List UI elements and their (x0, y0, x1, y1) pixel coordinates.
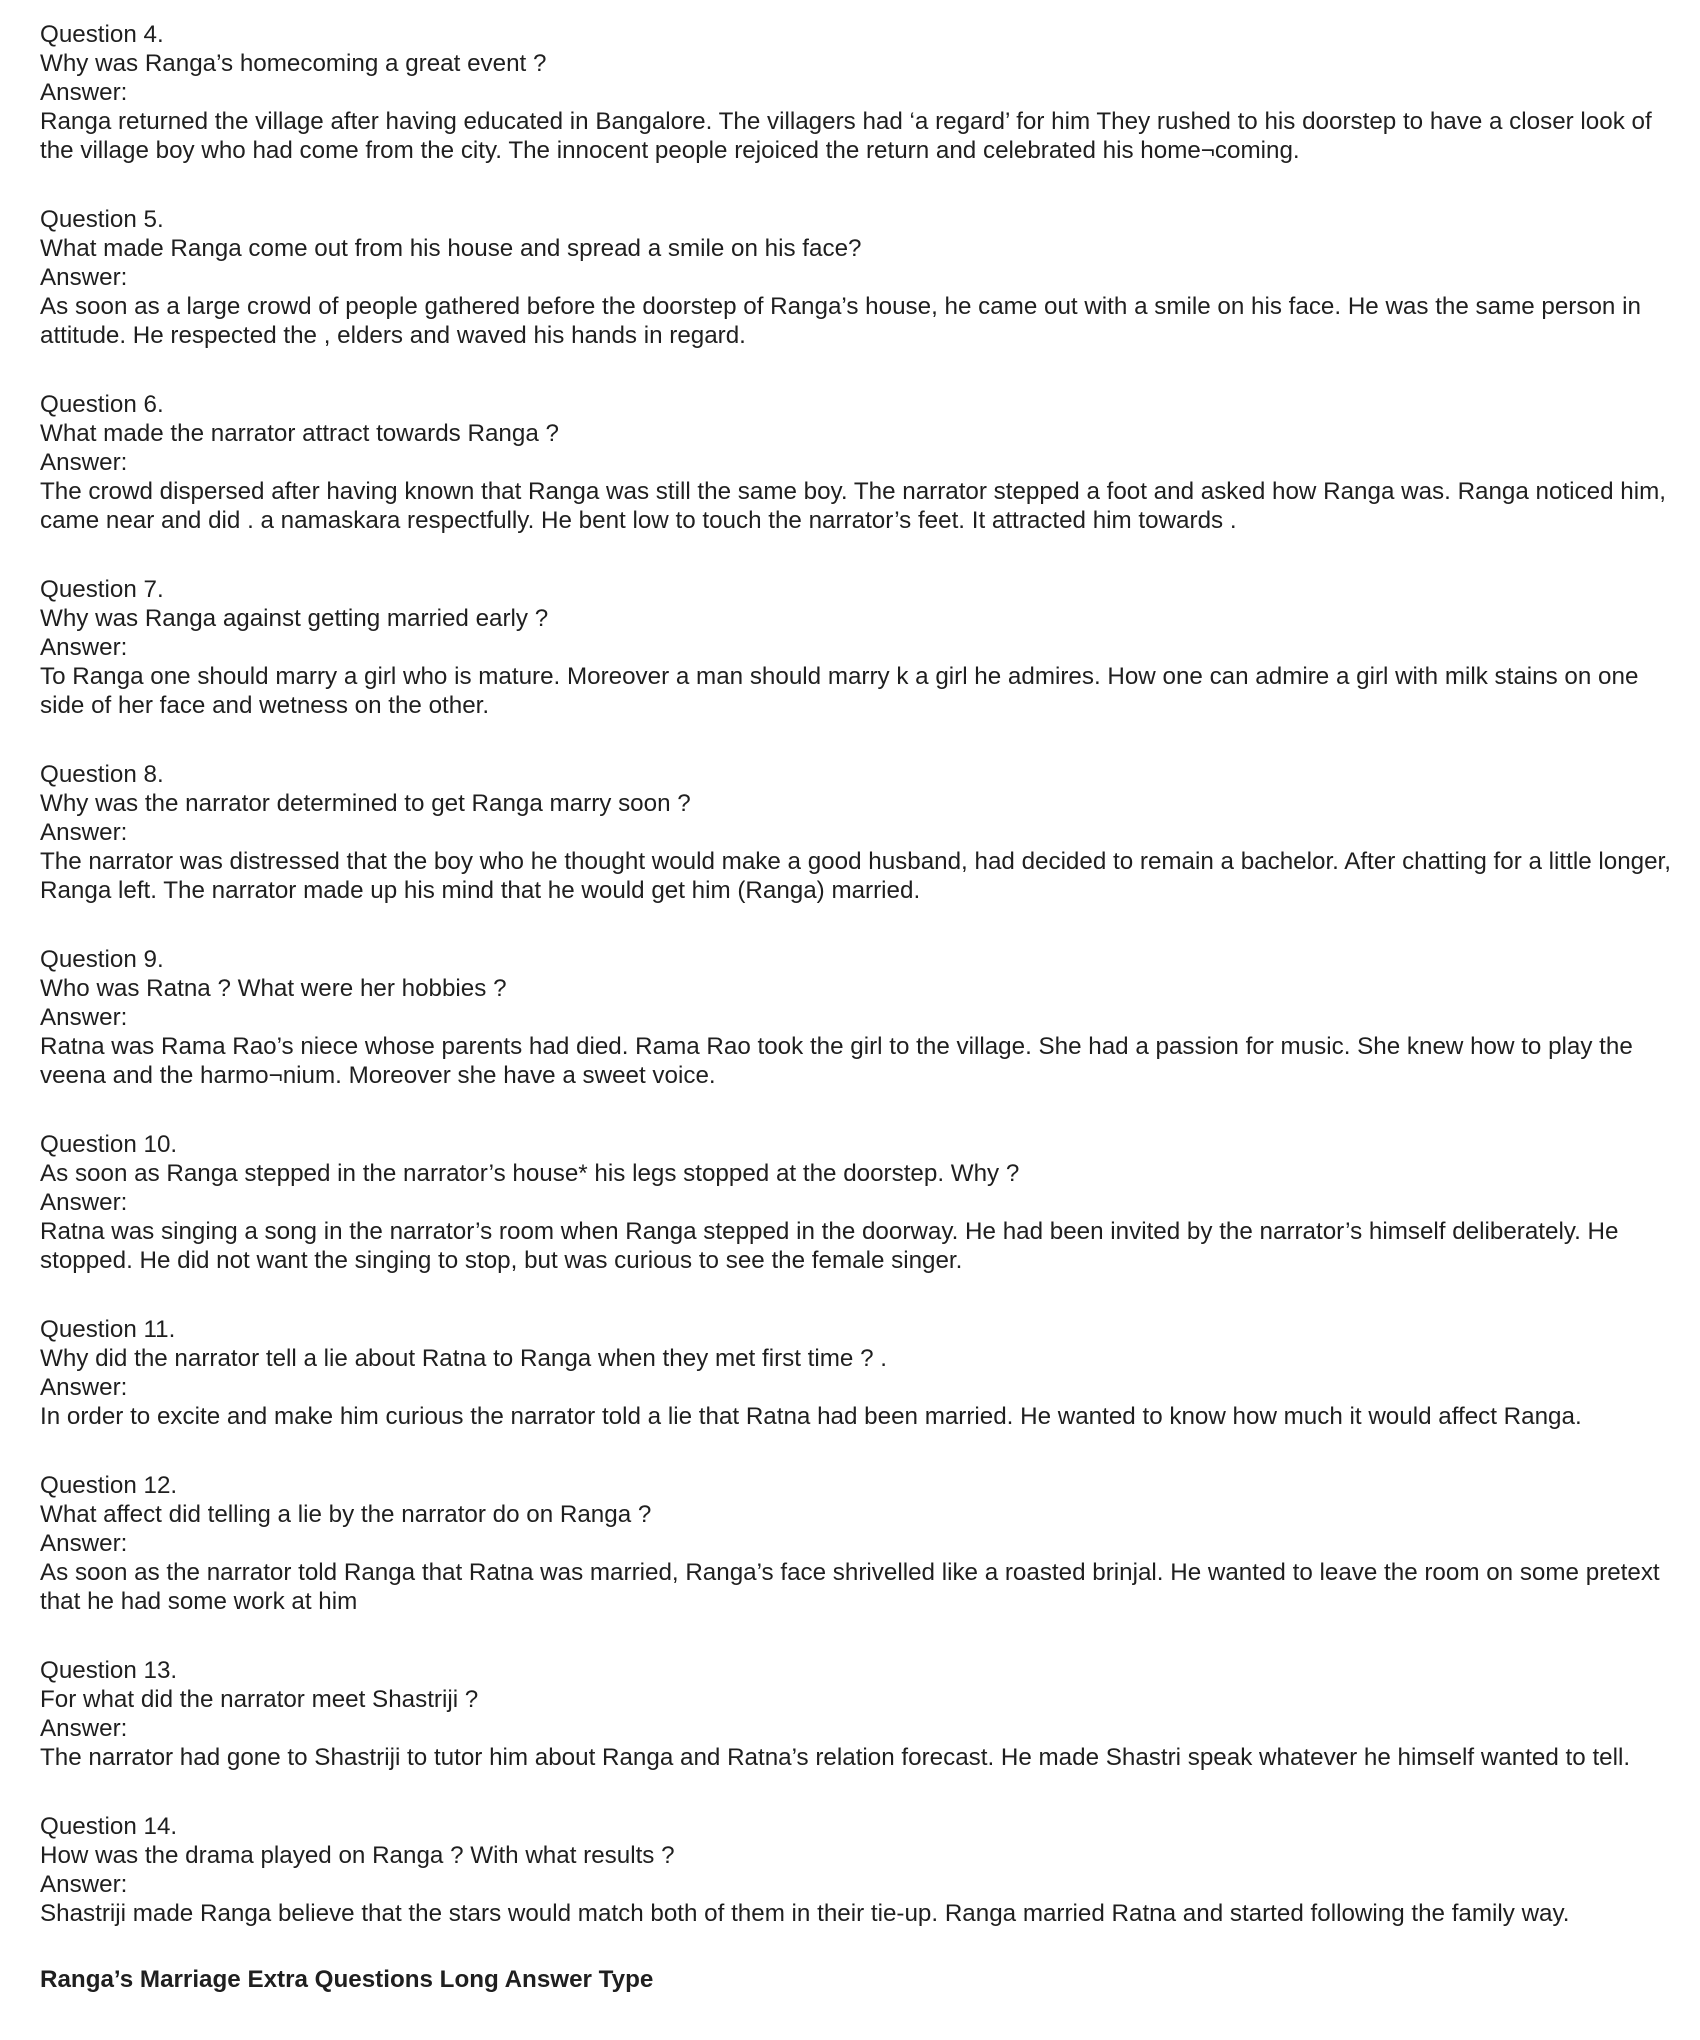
question-number: Question 10. (40, 1131, 178, 1158)
question-text: As soon as Ranga stepped in the narrator’s house* his legs stopped at the doorstep. Why ? (40, 1160, 1020, 1187)
question-number: Question 5. (40, 206, 164, 233)
question-number: Question 8. (40, 761, 164, 788)
question-text: How was the drama played on Ranga ? With what results ? (40, 1842, 675, 1869)
qa-block (40, 390, 1680, 535)
answer-label: Answer: (40, 819, 128, 846)
answer-text: To Ranga one should marry a girl who is mature. Moreover a man should marry k a girl he admires. How one can admire a girl with milk stains on one side of her face and wetness on the other. (40, 663, 1639, 719)
answer-text: As soon as a large crowd of people gathered before the doorstep of Ranga’s house, he came out with a smile on his face. He was the same person in attitude. He respected the , elders and waved his hands in regard. (40, 293, 1641, 349)
answer-label: Answer: (40, 79, 128, 106)
qa-block (40, 1130, 1680, 1275)
question-number: Question 14. (40, 1813, 178, 1840)
answer-label: Answer: (40, 1004, 128, 1031)
section-heading: Ranga’s Marriage Extra Questions Long Answer Type (40, 1966, 654, 1993)
qa-block (40, 20, 1680, 165)
qa-block (40, 575, 1680, 720)
answer-label: Answer: (40, 1871, 128, 1898)
qa-block (40, 760, 1680, 905)
question-text: Why was Ranga against getting married early ? (40, 605, 549, 632)
answer-label: Answer: (40, 634, 128, 661)
qa-block (40, 945, 1680, 1090)
answer-label: Answer: (40, 1715, 128, 1742)
qa-block (40, 1471, 1680, 1616)
answer-label: Answer: (40, 449, 128, 476)
answer-text: Ratna was singing a song in the narrator’s room when Ranga stepped in the doorway. He had been invited by the narrator’s himself deliberately. He stopped. He did not want the singing to stop, but was curious to see the female singer. (40, 1218, 1619, 1274)
answer-text: In order to excite and make him curious the narrator told a lie that Ratna had been married. He wanted to know how much it would affect Ranga. (40, 1403, 1582, 1430)
question-text: Why did the narrator tell a lie about Ratna to Ranga when they met first time ? . (40, 1345, 887, 1372)
answer-text: Ranga returned the village after having educated in Bangalore. The villagers had ‘a regard’ for him They rushed to his doorstep to have a closer look of the village boy who had come from the city. The innocent people rejoiced the return and celebrated his home¬coming. (40, 108, 1652, 164)
qa-block (40, 1656, 1680, 1772)
question-text: What affect did telling a lie by the narrator do on Ranga ? (40, 1501, 652, 1528)
qa-block (40, 1812, 1680, 1928)
question-text: Why was Ranga’s homecoming a great event ? (40, 50, 547, 77)
question-text: For what did the narrator meet Shastriji ? (40, 1686, 479, 1713)
question-number: Question 13. (40, 1657, 178, 1684)
answer-text: As soon as the narrator told Ranga that Ratna was married, Ranga’s face shrivelled like a roasted brinjal. He wanted to leave the room on some pretext that he had some work at him (40, 1559, 1660, 1615)
question-number: Question 7. (40, 576, 164, 603)
question-text: Why was the narrator determined to get Ranga marry soon ? (40, 790, 691, 817)
answer-text: Ratna was Rama Rao’s niece whose parents had died. Rama Rao took the girl to the village. She had a passion for music. She knew how to play the veena and the harmo¬nium. Moreover she have a sweet voice. (40, 1033, 1633, 1089)
answer-label: Answer: (40, 1189, 128, 1216)
qa-block (40, 1315, 1680, 1431)
answer-label: Answer: (40, 1374, 128, 1401)
question-text: What made the narrator attract towards Ranga ? (40, 420, 559, 447)
question-number: Question 12. (40, 1472, 178, 1499)
answer-text: The narrator was distressed that the boy who he thought would make a good husband, had decided to remain a bachelor. After chatting for a little longer, Ranga left. The narrator made up his mind that he would get him (Ranga) married. (40, 848, 1671, 904)
document-body (40, 20, 1680, 1994)
answer-text: The narrator had gone to Shastriji to tutor him about Ranga and Ratna’s relation forecast. He made Shastri speak whatever he himself wanted to tell. (40, 1744, 1631, 1771)
question-number: Question 11. (40, 1316, 176, 1343)
qa-block (40, 205, 1680, 350)
answer-text: Shastriji made Ranga believe that the stars would match both of them in their tie-up. Ranga married Ratna and started following the family way. (40, 1900, 1570, 1927)
question-text: Who was Ratna ? What were her hobbies ? (40, 975, 507, 1002)
question-number: Question 9. (40, 946, 164, 973)
question-text: What made Ranga come out from his house and spread a smile on his face? (40, 235, 862, 262)
question-number: Question 6. (40, 391, 164, 418)
question-number: Question 4. (40, 21, 164, 48)
answer-text: The crowd dispersed after having known that Ranga was still the same boy. The narrator stepped a foot and asked how Ranga was. Ranga noticed him, came near and did . a namaskara respectfully. He bent low to touch the narrator’s feet. It attracted him towards . (40, 478, 1666, 534)
answer-label: Answer: (40, 1530, 128, 1557)
answer-label: Answer: (40, 264, 128, 291)
